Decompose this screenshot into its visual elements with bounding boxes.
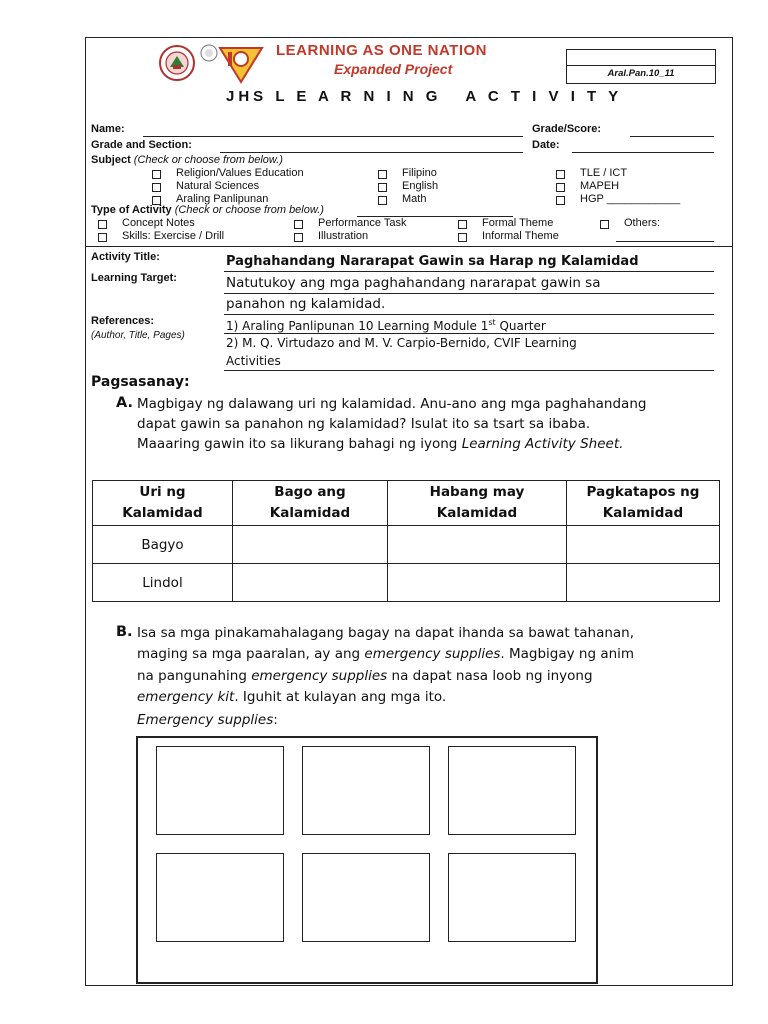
name-label: Name: (91, 123, 125, 135)
part-b-line1: Isa sa mga pinakamahalagang bagay na dapat ihanda sa bawat tahanan, (137, 625, 635, 641)
column-header: Habang may Kalamidad (388, 481, 567, 526)
checkbox-icon[interactable] (378, 196, 387, 205)
part-a-line3: Maaaring gawin ito sa likurang bahagi ng iyong Learning Activity Sheet. (137, 436, 624, 452)
grade-score-label: Grade/Score: (532, 123, 602, 135)
supply-drawing-box[interactable] (448, 746, 576, 835)
learning-target-label: Learning Target: (91, 272, 177, 284)
checkbox-icon[interactable] (98, 233, 107, 242)
deped-seal-icon (158, 44, 196, 82)
activity-title: Paghahandang Nararapat Gawin sa Harap ng Kalamidad (226, 254, 639, 269)
grade-score-field[interactable] (630, 136, 714, 137)
name-field[interactable] (143, 136, 523, 137)
checkbox-icon[interactable] (556, 170, 565, 179)
exercise-heading: Pagsasanay: (91, 374, 190, 390)
grade-section-label: Grade and Section: (91, 139, 192, 151)
answer-cell[interactable] (567, 564, 720, 602)
references-hint: (Author, Title, Pages) (91, 330, 185, 341)
answer-cell[interactable] (233, 526, 388, 564)
learning-target-rule (224, 314, 714, 315)
reference-1: 1) Araling Panlipunan 10 Learning Module 1st Quarter (226, 318, 546, 333)
row-label: Bagyo (93, 526, 233, 564)
column-header: Pagkatapos ng Kalamidad (567, 481, 720, 526)
checkbox-icon[interactable] (458, 220, 467, 229)
supply-drawing-box[interactable] (302, 746, 430, 835)
checkbox-icon[interactable] (152, 183, 161, 192)
header-subtitle: Expanded Project (334, 61, 453, 77)
reference-rule (224, 370, 714, 371)
subject-hint: (Check or choose from below.) (133, 154, 283, 166)
checkbox-icon[interactable] (556, 183, 565, 192)
checkbox-icon[interactable] (152, 170, 161, 179)
main-title: JHS L E A R N I N G A C T I V I T Y (226, 88, 623, 105)
answer-cell[interactable] (388, 564, 567, 602)
supply-drawing-box[interactable] (156, 746, 284, 835)
header-title: LEARNING AS ONE NATION (276, 42, 488, 59)
subject-heading (91, 154, 283, 166)
learning-target-rule (224, 293, 714, 294)
checkbox-icon[interactable] (294, 233, 303, 242)
supply-drawing-box[interactable] (156, 853, 284, 942)
emergency-supplies-frame (136, 736, 598, 984)
row-label: Lindol (93, 564, 233, 602)
column-header: Uri ng Kalamidad (93, 481, 233, 526)
checkbox-icon[interactable] (378, 170, 387, 179)
subject-label: Subject (91, 154, 131, 166)
project-logo-icon (216, 42, 266, 84)
checkbox-icon[interactable] (458, 233, 467, 242)
date-field[interactable] (572, 152, 714, 153)
calamity-table (92, 480, 720, 602)
table-header-row (93, 481, 720, 526)
activity-type-hint: (Check or choose from below.) (174, 204, 324, 216)
supply-drawing-box[interactable] (448, 853, 576, 942)
references-label: References: (91, 315, 154, 327)
part-a-line1: Magbigay ng dalawang uri ng kalamidad. Anu-ano ang mga paghahandang (137, 396, 647, 412)
checkbox-icon[interactable] (556, 196, 565, 205)
column-header: Bago ang Kalamidad (233, 481, 388, 526)
others-field[interactable] (616, 241, 714, 242)
checkbox-icon[interactable] (600, 220, 609, 229)
checkbox-icon[interactable] (378, 183, 387, 192)
code-box (566, 49, 716, 84)
supply-drawing-box[interactable] (302, 853, 430, 942)
section-divider (86, 246, 732, 247)
answer-cell[interactable] (388, 526, 567, 564)
learning-target-line2: panahon ng kalamidad. (226, 296, 386, 312)
answer-cell[interactable] (233, 564, 388, 602)
part-a-letter: A. (116, 395, 133, 411)
emergency-supplies-label: Emergency supplies: (137, 712, 278, 728)
code-label: Aral.Pan.10_11 (607, 68, 675, 79)
activity-title-line (224, 271, 714, 272)
reference-rule (224, 333, 714, 334)
grade-section-field[interactable] (220, 152, 523, 153)
part-b-letter: B. (116, 624, 133, 640)
activity-title-label: Activity Title: (91, 251, 160, 263)
activity-type-label: Type of Activity (91, 204, 172, 216)
reference-2-line1: 2) M. Q. Virtudazo and M. V. Carpio-Bernido, CVIF Learning (226, 336, 577, 350)
part-a-line2: dapat gawin sa panahon ng kalamidad? Isulat ito sa tsart sa ibaba. (137, 416, 591, 432)
answer-cell[interactable] (567, 526, 720, 564)
part-b-line4: emergency kit. Iguhit at kulayan ang mga ito. (137, 689, 447, 705)
activity-type-heading (91, 204, 324, 216)
reference-2-line2: Activities (226, 354, 281, 368)
date-label: Date: (532, 139, 560, 151)
learning-target-line1: Natutukoy ang mga paghahandang nararapat gawin sa (226, 275, 601, 291)
part-b-line2: maging sa mga paaralan, ay ang emergency supplies. Magbigay ng anim (137, 646, 635, 662)
part-b-line3: na pangunahing emergency supplies na dapat nasa loob ng inyong (137, 668, 593, 684)
checkbox-icon[interactable] (98, 220, 107, 229)
table-row (93, 526, 720, 564)
checkbox-icon[interactable] (294, 220, 303, 229)
table-row (93, 564, 720, 602)
